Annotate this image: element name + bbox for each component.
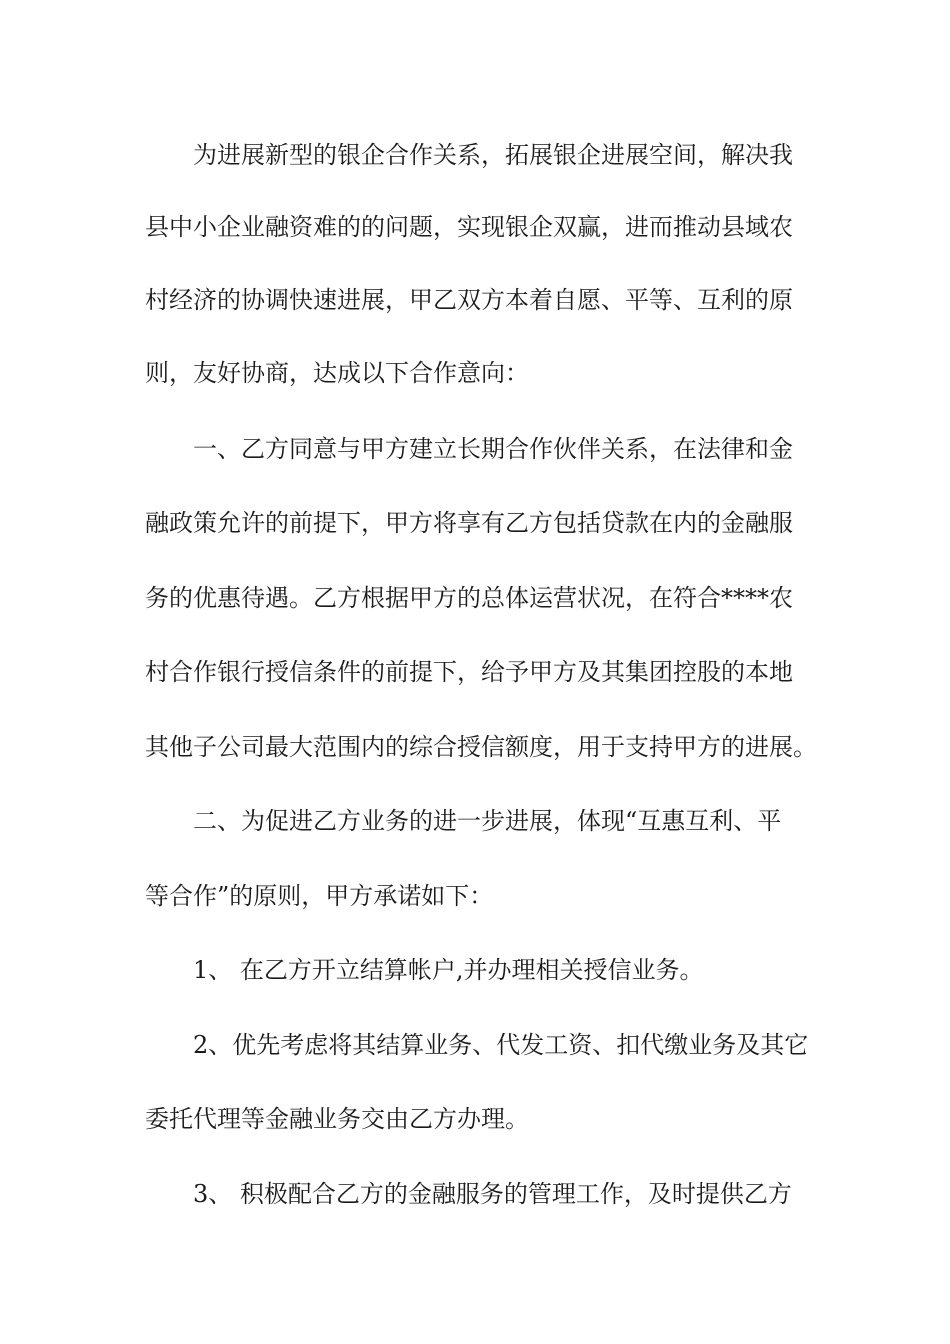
paragraph-line: 村合作银行授信条件的前提下，给予甲方及其集团控股的本地 [145, 658, 793, 686]
list-item-line: 1、 在乙方开立结算帐户,并办理相关授信业务。 [193, 956, 704, 984]
paragraph-line: 务的优惠待遇。乙方根据甲方的总体运营状况，在符合****农 [145, 584, 793, 612]
paragraph-line: 一、乙方同意与甲方建立长期合作伙伴关系，在法律和金 [193, 435, 793, 463]
list-item-line: 2、优先考虑将其结算业务、代发工资、扣代缴业务及其它 [193, 1031, 809, 1059]
paragraph-line: 其他子公司最大范围内的综合授信额度，用于支持甲方的进展。 [145, 733, 817, 761]
paragraph-line: 村经济的协调快速进展，甲乙双方本着自愿、平等、互利的原 [145, 286, 793, 314]
paragraph-line: 委托代理等金融业务交由乙方办理。 [145, 1105, 529, 1133]
paragraph-line: 融政策允许的前提下，甲方将享有乙方包括贷款在内的金融服 [145, 509, 793, 537]
paragraph-line: 等合作”的原则，甲方承诺如下： [145, 882, 494, 910]
list-item-line: 3、 积极配合乙方的金融服务的管理工作，及时提供乙方 [193, 1180, 792, 1208]
paragraph-line: 为进展新型的银企合作关系，拓展银企进展空间，解决我 [193, 141, 793, 169]
paragraph-line: 则，友好协商，达成以下合作意向： [145, 359, 529, 387]
paragraph-line: 二、为促进乙方业务的进一步进展，体现“互惠互利、平 [193, 807, 782, 835]
paragraph-line: 县中小企业融资难的的问题，实现银企双赢，进而推动县域农 [145, 213, 793, 241]
